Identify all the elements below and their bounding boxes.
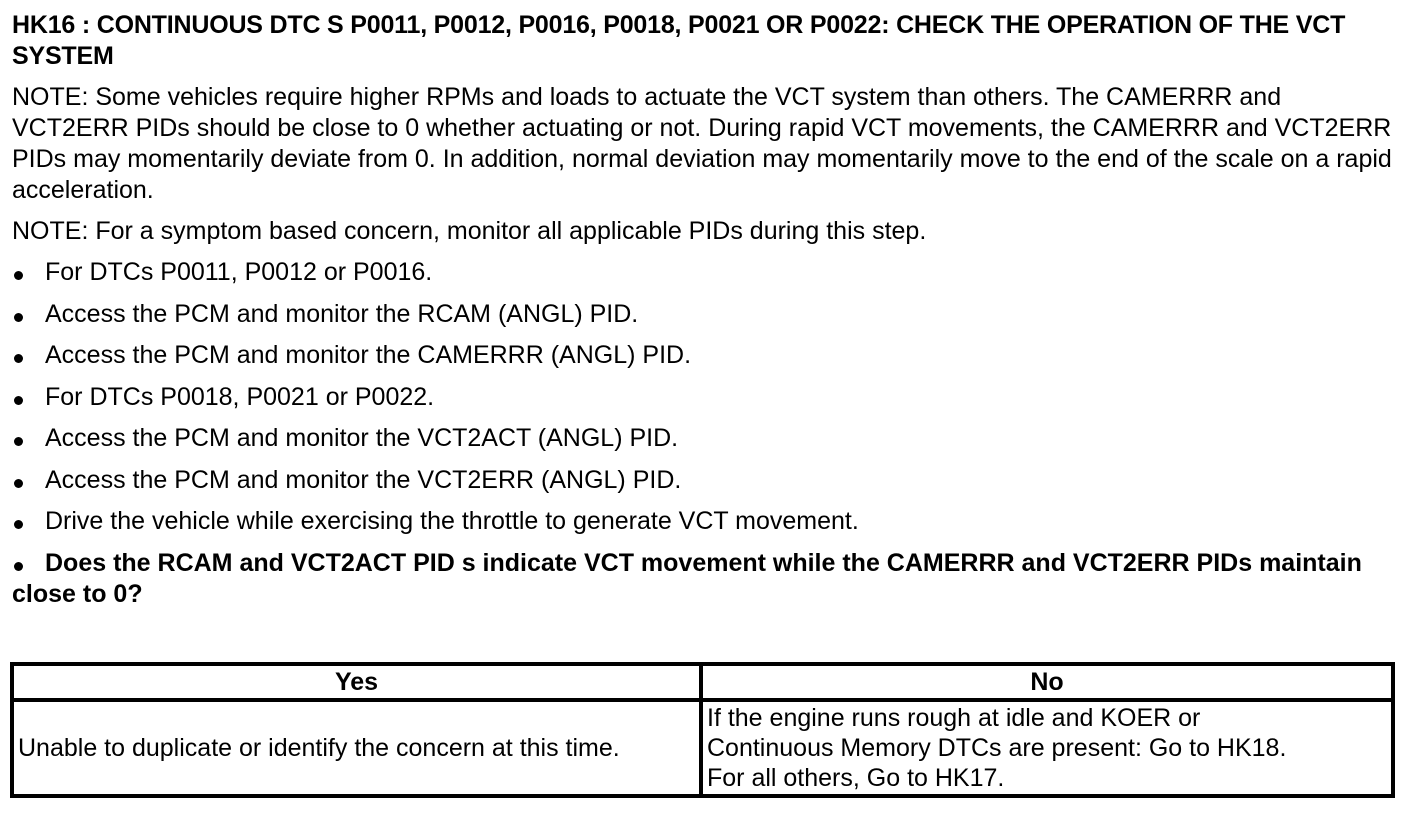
note-rpm-loads: NOTE: Some vehicles require higher RPMs and loads to actuate the VCT system than others. The CAMERRR and VCT2ERR PIDs should be close to 0 whether actuating or not. During rapid VCT movements, the CAMERRR and VCT2ERR PIDs may momentarily deviate from 0. In addition, normal deviation may momentarily move to the end of the scale on a rapid acceleration. xyxy=(12,83,1392,204)
note-symptom-concern: NOTE: For a symptom based concern, monitor all applicable PIDs during this step. xyxy=(12,217,927,245)
no-result-line: If the engine runs rough at idle and KOER or xyxy=(707,704,1201,732)
table-header-row xyxy=(12,664,1393,700)
list-item xyxy=(12,257,1392,288)
list-item-text: Access the PCM and monitor the VCT2ACT (ANGL) PID. xyxy=(45,424,679,452)
bullet-icon xyxy=(14,520,23,529)
list-item-text: Access the PCM and monitor the VCT2ERR (ANGL) PID. xyxy=(45,465,682,494)
yes-header: Yes xyxy=(12,664,701,700)
bullet-icon xyxy=(14,562,23,571)
list-item xyxy=(12,423,1392,454)
document-page xyxy=(12,10,1392,610)
bullet-icon xyxy=(14,437,23,446)
list-item xyxy=(12,340,1392,371)
list-item-text: Access the PCM and monitor the CAMERRR (ANGL) PID. xyxy=(45,341,692,369)
list-item xyxy=(12,382,1392,413)
list-item xyxy=(12,299,1392,330)
list-item xyxy=(12,506,1392,537)
bullet-icon xyxy=(14,271,23,280)
bullet-icon xyxy=(14,396,23,405)
no-result-cell xyxy=(701,700,1393,796)
question-text: Does the RCAM and VCT2ACT PID s indicate VCT movement while the CAMERRR and VCT2ERR PIDs maintain close to 0? xyxy=(12,548,1362,608)
no-header: No xyxy=(701,664,1393,700)
list-item-text: Access the PCM and monitor the RCAM (ANGL) PID. xyxy=(45,299,639,328)
bullet-icon xyxy=(14,313,23,322)
list-item-text: For DTCs P0011, P0012 or P0016. xyxy=(45,258,433,286)
table-row xyxy=(12,700,1393,796)
list-item-text: Drive the vehicle while exercising the throttle to generate VCT movement. xyxy=(45,507,859,535)
diagnostic-question xyxy=(12,548,1392,610)
list-item-text: For DTCs P0018, P0021 or P0022. xyxy=(45,382,435,411)
yes-result-cell: Unable to duplicate or identify the concern at this time. xyxy=(12,700,701,796)
bullet-icon xyxy=(14,479,23,488)
result-table xyxy=(10,662,1395,798)
bullet-icon xyxy=(14,354,23,363)
no-result-line: Continuous Memory DTCs are present: Go to HK18. xyxy=(707,734,1287,762)
no-result-line: For all others, Go to HK17. xyxy=(707,764,1005,792)
list-item xyxy=(12,465,1392,496)
page-title: HK16 : CONTINUOUS DTC S P0011, P0012, P0016, P0018, P0021 OR P0022: CHECK THE OPERATION OF THE VCT SYSTEM xyxy=(12,11,1346,70)
